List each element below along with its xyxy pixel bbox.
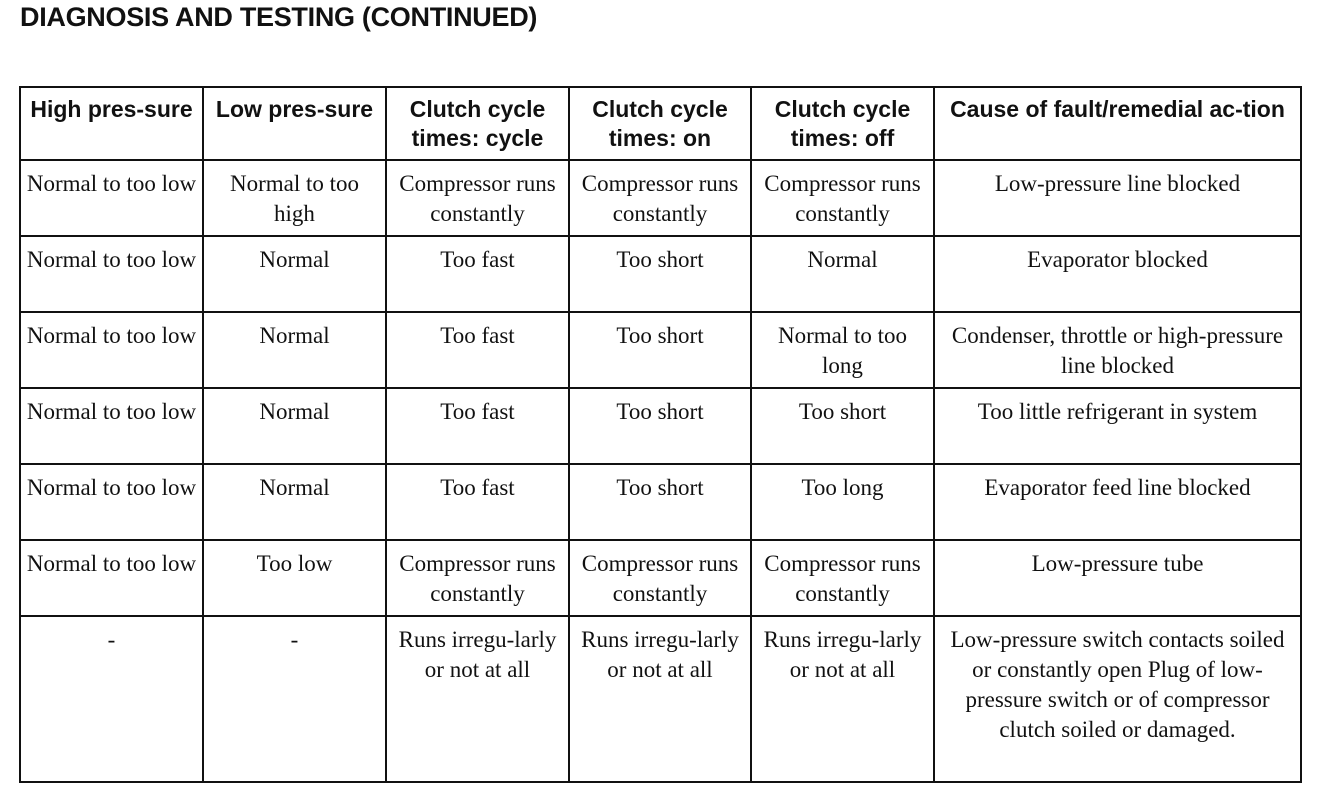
table-cell: Too short (569, 236, 751, 312)
table-cell: Too fast (386, 464, 569, 540)
column-header-high-pressure: High pres-sure (20, 87, 203, 160)
column-header-clutch-off: Clutch cycle times: off (751, 87, 934, 160)
table-row (20, 236, 1301, 312)
table-row (20, 312, 1301, 388)
table-cell: Normal (751, 236, 934, 312)
table-cell: Normal (203, 236, 386, 312)
table-row (20, 160, 1301, 236)
table-cell: Compressor runs constantly (386, 160, 569, 236)
table-cell: Normal (203, 464, 386, 540)
table-cell: Runs irregu-larly or not at all (569, 616, 751, 782)
column-header-clutch-on: Clutch cycle times: on (569, 87, 751, 160)
table-cell: Too fast (386, 312, 569, 388)
table-cell: Normal to too low (20, 160, 203, 236)
page-title: DIAGNOSIS AND TESTING (CONTINUED) (20, 2, 538, 32)
table-cell: Too fast (386, 236, 569, 312)
table-cell: Normal to too low (20, 464, 203, 540)
column-header-clutch-cycle: Clutch cycle times: cycle (386, 87, 569, 160)
table-cell: Runs irregu-larly or not at all (751, 616, 934, 782)
column-header-low-pressure: Low pres-sure (203, 87, 386, 160)
table-cell: Evaporator blocked (934, 236, 1301, 312)
table-cell: Normal to too low (20, 540, 203, 616)
table-cell: Compressor runs constantly (751, 540, 934, 616)
table-cell: Too short (569, 464, 751, 540)
table-cell: - (20, 616, 203, 782)
table-cell: Low-pressure line blocked (934, 160, 1301, 236)
table-cell: Evaporator feed line blocked (934, 464, 1301, 540)
table-cell: Too fast (386, 388, 569, 464)
table-cell: Normal to too low (20, 312, 203, 388)
table-cell: Normal to too long (751, 312, 934, 388)
table-cell: Too little refrigerant in system (934, 388, 1301, 464)
table-header-row (20, 87, 1301, 160)
table-cell: Too low (203, 540, 386, 616)
column-header-cause-remedy: Cause of fault/remedial ac-tion (934, 87, 1301, 160)
table-row (20, 540, 1301, 616)
table-cell: Compressor runs constantly (751, 160, 934, 236)
table-cell: Runs irregu-larly or not at all (386, 616, 569, 782)
table-cell: Compressor runs constantly (569, 540, 751, 616)
table-cell: Normal to too low (20, 236, 203, 312)
table-cell: Low-pressure tube (934, 540, 1301, 616)
table-cell: Normal (203, 312, 386, 388)
diagnosis-table (19, 86, 1302, 783)
table-cell: Compressor runs constantly (569, 160, 751, 236)
table-cell: Low-pressure switch contacts soiled or constantly open Plug of low-pressure switch or of compressor clutch soiled or damaged. (934, 616, 1301, 782)
table-cell: Compressor runs constantly (386, 540, 569, 616)
table-cell: Too short (569, 312, 751, 388)
table-cell: Too short (751, 388, 934, 464)
table-cell: - (203, 616, 386, 782)
table-cell: Too long (751, 464, 934, 540)
table-cell: Normal to too high (203, 160, 386, 236)
table-row (20, 616, 1301, 782)
table-cell: Too short (569, 388, 751, 464)
table-cell: Condenser, throttle or high-pressure line blocked (934, 312, 1301, 388)
table-cell: Normal (203, 388, 386, 464)
table-row (20, 388, 1301, 464)
table-row (20, 464, 1301, 540)
table-cell: Normal to too low (20, 388, 203, 464)
